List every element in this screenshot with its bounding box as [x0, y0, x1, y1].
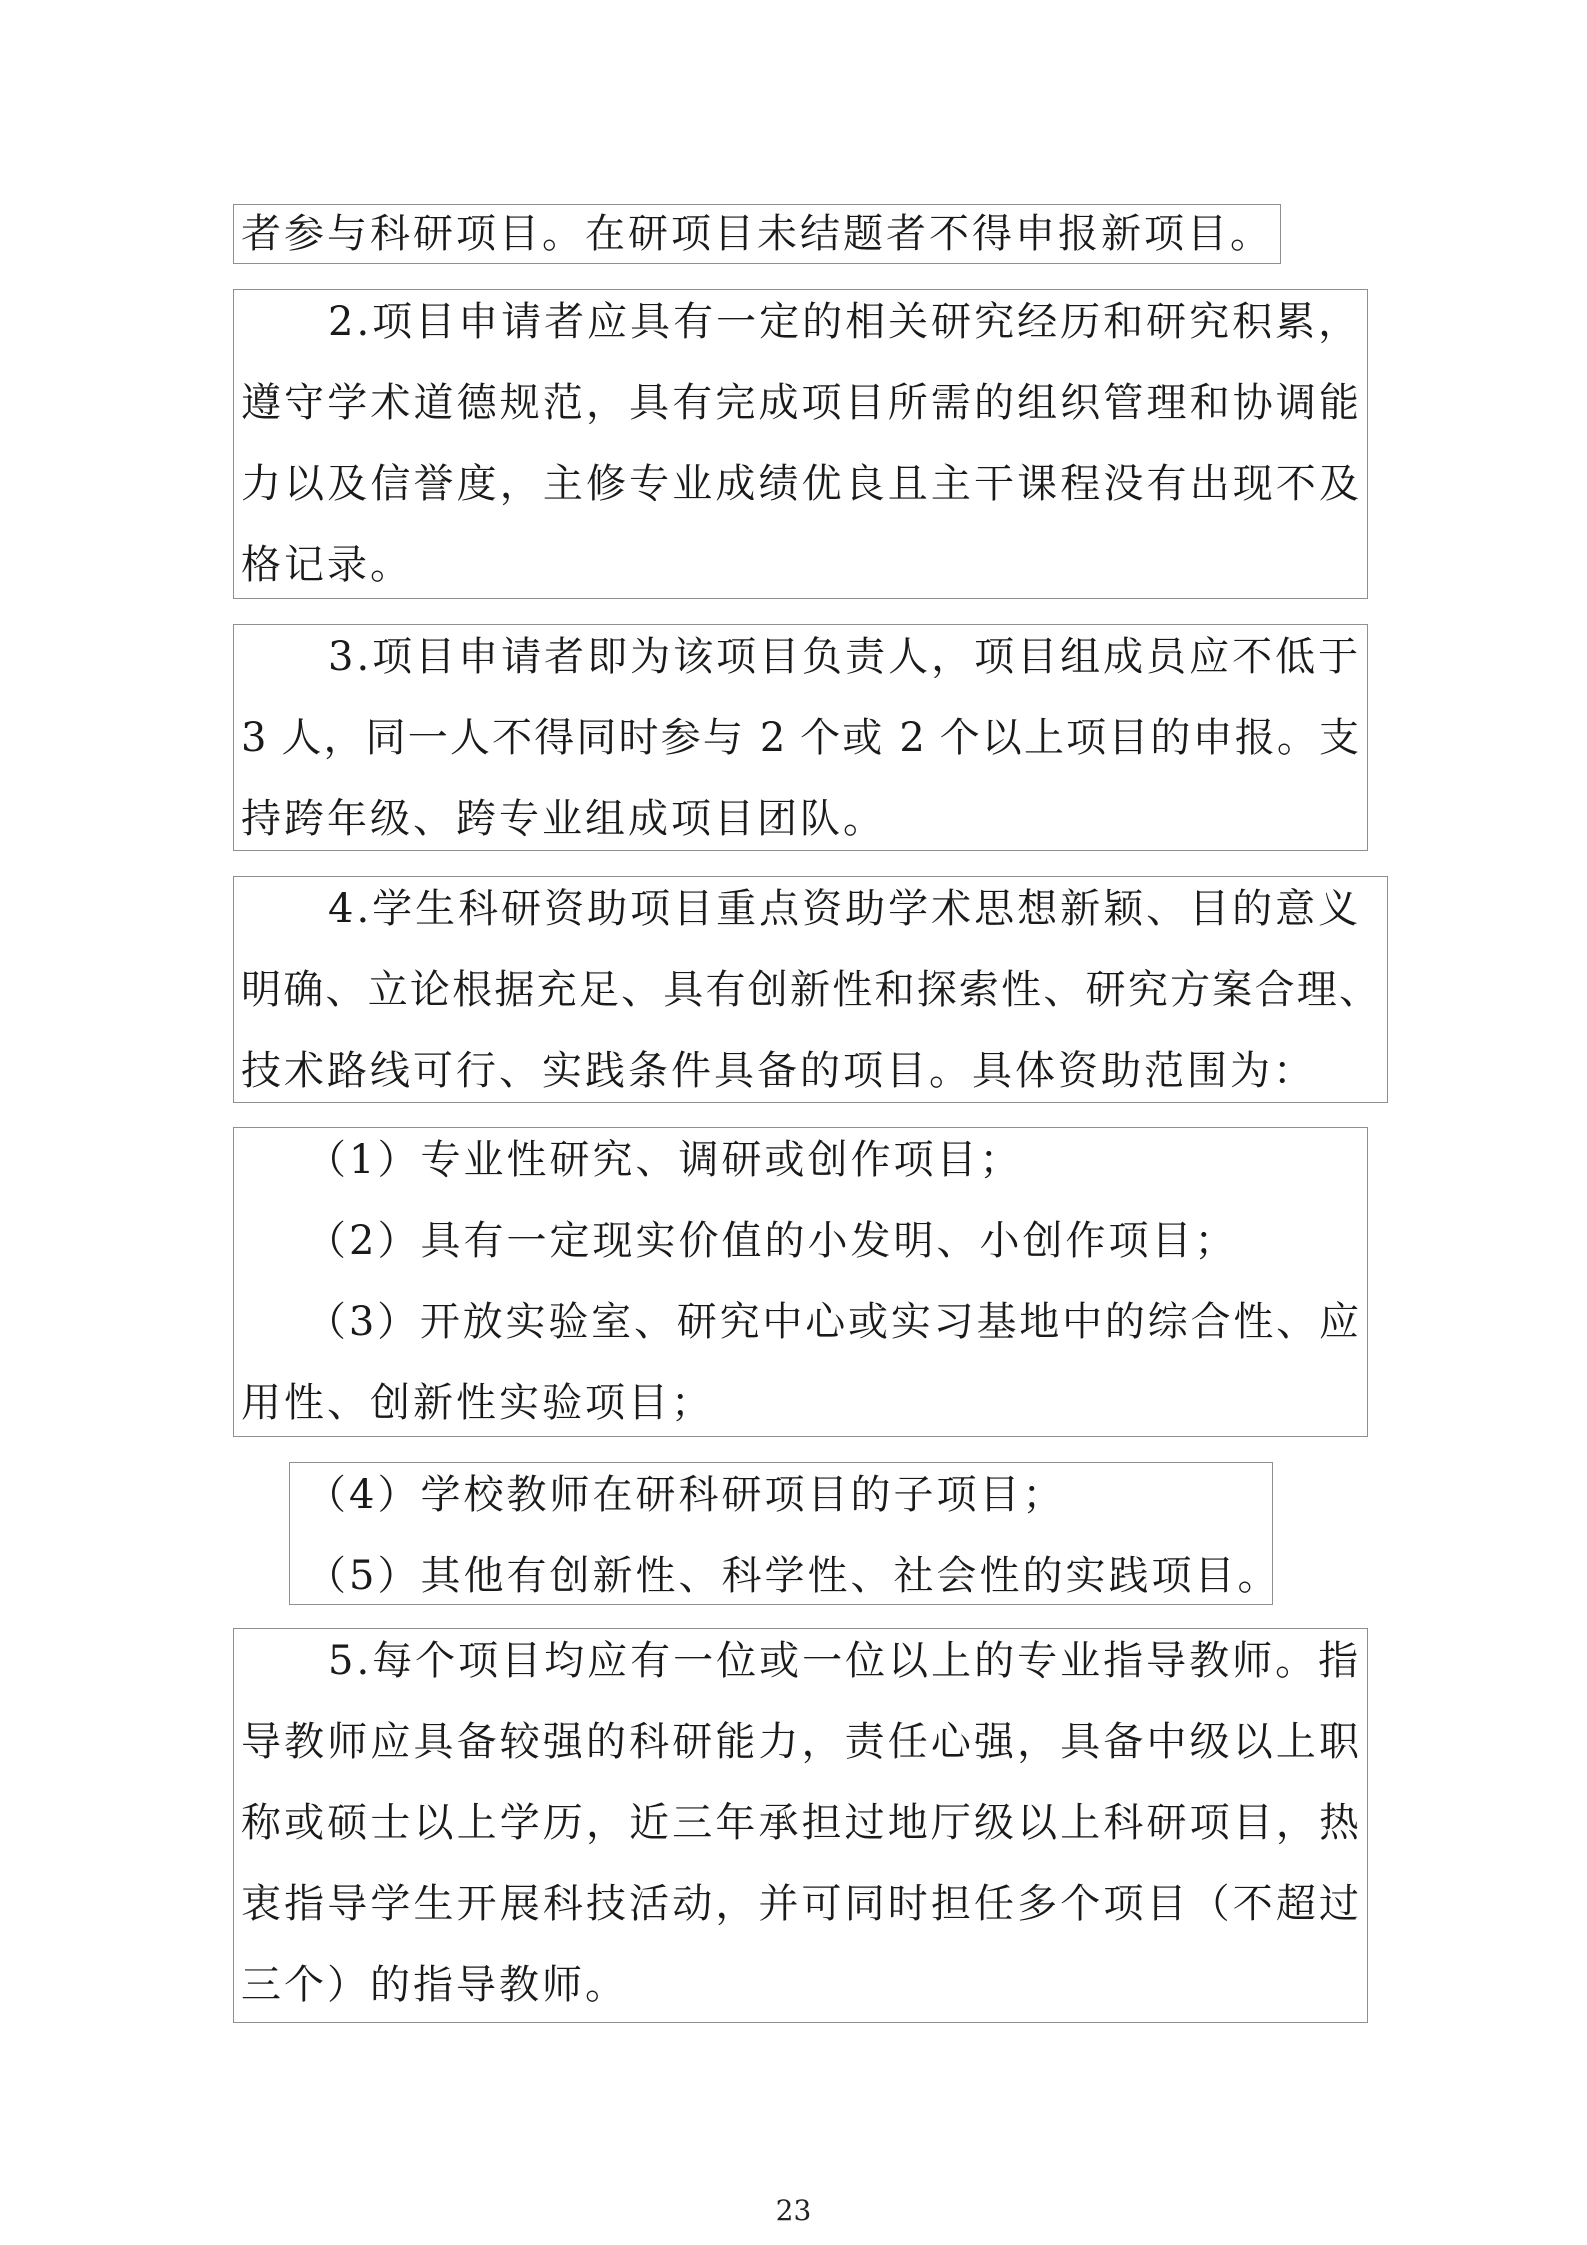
page-number: 23: [775, 2194, 812, 2227]
paragraph-line: 技术路线可行、实践条件具备的项目。具体资助范围为：: [241, 1048, 1316, 1094]
list-item: （3）开放实验室、研究中心或实习基地中的综合性、应: [306, 1299, 1359, 1345]
paragraph-line: 者参与科研项目。在研项目未结题者不得申报新项目。: [241, 211, 1273, 257]
paragraph-line: 导教师应具备较强的科研能力，责任心强，具备中级以上职: [241, 1719, 1359, 1765]
list-item: （4）学校教师在研科研项目的子项目；: [306, 1472, 1066, 1518]
paragraph-line: 遵守学术道德规范，具有完成项目所需的组织管理和协调能: [241, 380, 1359, 426]
paragraph-line: 格记录。: [241, 542, 413, 588]
paragraph-line: 持跨年级、跨专业组成项目团队。: [241, 796, 886, 842]
paragraph-box-5: [233, 1127, 1368, 1437]
list-item: （2）具有一定现实价值的小发明、小创作项目；: [306, 1218, 1238, 1264]
paragraph-line: 4.学生科研资助项目重点资助学术思想新颖、目的意义: [328, 886, 1362, 932]
paragraph-line: 5.每个项目均应有一位或一位以上的专业指导教师。指: [328, 1638, 1362, 1684]
paragraph-line: 用性、创新性实验项目；: [241, 1380, 714, 1426]
paragraph-box-6: [289, 1462, 1281, 1605]
paragraph-box-1: [233, 204, 1281, 264]
paragraph-box-3: [233, 624, 1368, 851]
paragraph-line: 称或硕士以上学历，近三年承担过地厅级以上科研项目，热: [241, 1800, 1359, 1846]
paragraph-line: 明确、立论根据充足、具有创新性和探索性、研究方案合理、: [241, 967, 1379, 1013]
paragraph-box-2: [233, 289, 1368, 599]
paragraph-line: 三个）的指导教师。: [241, 1962, 628, 2008]
paragraph-box-7: [233, 1628, 1368, 2023]
paragraph-line: 衷指导学生开展科技活动，并可同时担任多个项目（不超过: [241, 1881, 1359, 1927]
paragraph-line: 3.项目申请者即为该项目负责人，项目组成员应不低于: [328, 634, 1362, 680]
paragraph-line: 力以及信誉度，主修专业成绩优良且主干课程没有出现不及: [241, 461, 1359, 507]
paragraph-box-4: [233, 876, 1388, 1103]
paragraph-line: 3 人，同一人不得同时参与 2 个或 2 个以上项目的申报。支: [241, 715, 1359, 761]
list-item: （5）其他有创新性、科学性、社会性的实践项目。: [306, 1553, 1281, 1599]
paragraph-line: 2.项目申请者应具有一定的相关研究经历和研究积累，: [328, 299, 1362, 345]
list-item: （1）专业性研究、调研或创作项目；: [306, 1137, 1023, 1183]
